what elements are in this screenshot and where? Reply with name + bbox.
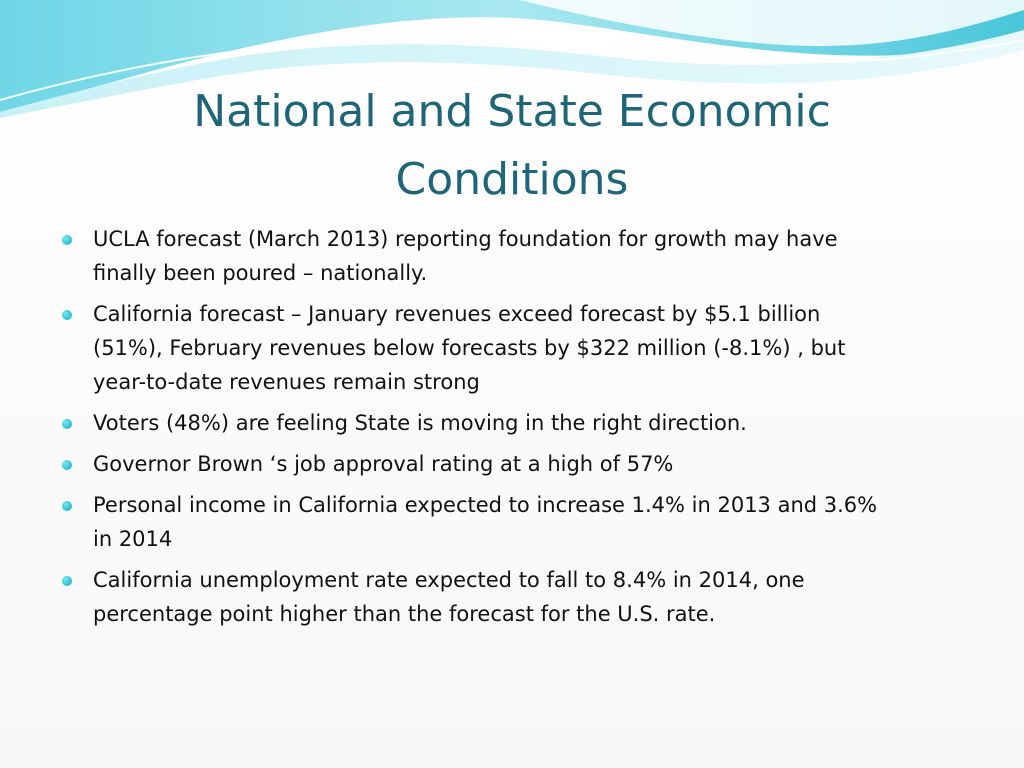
slide-title <box>120 78 904 214</box>
bullet-dot-icon <box>62 235 72 245</box>
bullet-line: in 2014 <box>93 527 173 551</box>
bullet-dot-icon <box>62 460 72 470</box>
bullet-item-ucla-forecast <box>58 222 958 290</box>
bullet-line: (51%), February revenues below forecasts by $322 million (-8.1%) , but <box>93 336 846 360</box>
bullet-line: Governor Brown ‘s job approval rating at a high of 57% <box>93 452 674 476</box>
bullet-dot-icon <box>62 501 72 511</box>
bullet-line: California unemployment rate expected to fall to 8.4% in 2014, one <box>93 568 805 592</box>
bullet-item-governor-approval <box>58 447 958 481</box>
bullet-line: Voters (48%) are feeling State is moving in the right direction. <box>93 411 747 435</box>
bullet-line: UCLA forecast (March 2013) reporting foundation for growth may have <box>93 227 838 251</box>
bullet-line: California forecast – January revenues exceed forecast by $5.1 billion <box>93 302 821 326</box>
bullet-line: percentage point higher than the forecast for the U.S. rate. <box>93 602 716 626</box>
bullet-dot-icon <box>62 310 72 320</box>
bullet-line: Personal income in California expected to increase 1.4% in 2013 and 3.6% <box>93 493 878 517</box>
slide-title-line-1: National and State Economic <box>193 86 831 137</box>
bullet-line: year-to-date revenues remain strong <box>93 370 480 394</box>
bullet-item-unemployment <box>58 563 958 631</box>
bullet-item-voters <box>58 406 958 440</box>
bullet-item-personal-income <box>58 488 958 556</box>
bullet-dot-icon <box>62 419 72 429</box>
slide-title-line-2: Conditions <box>395 154 629 205</box>
bullet-list <box>58 222 958 638</box>
bullet-line: finally been poured – nationally. <box>93 261 428 285</box>
bullet-dot-icon <box>62 576 72 586</box>
bullet-item-california-forecast <box>58 297 958 399</box>
